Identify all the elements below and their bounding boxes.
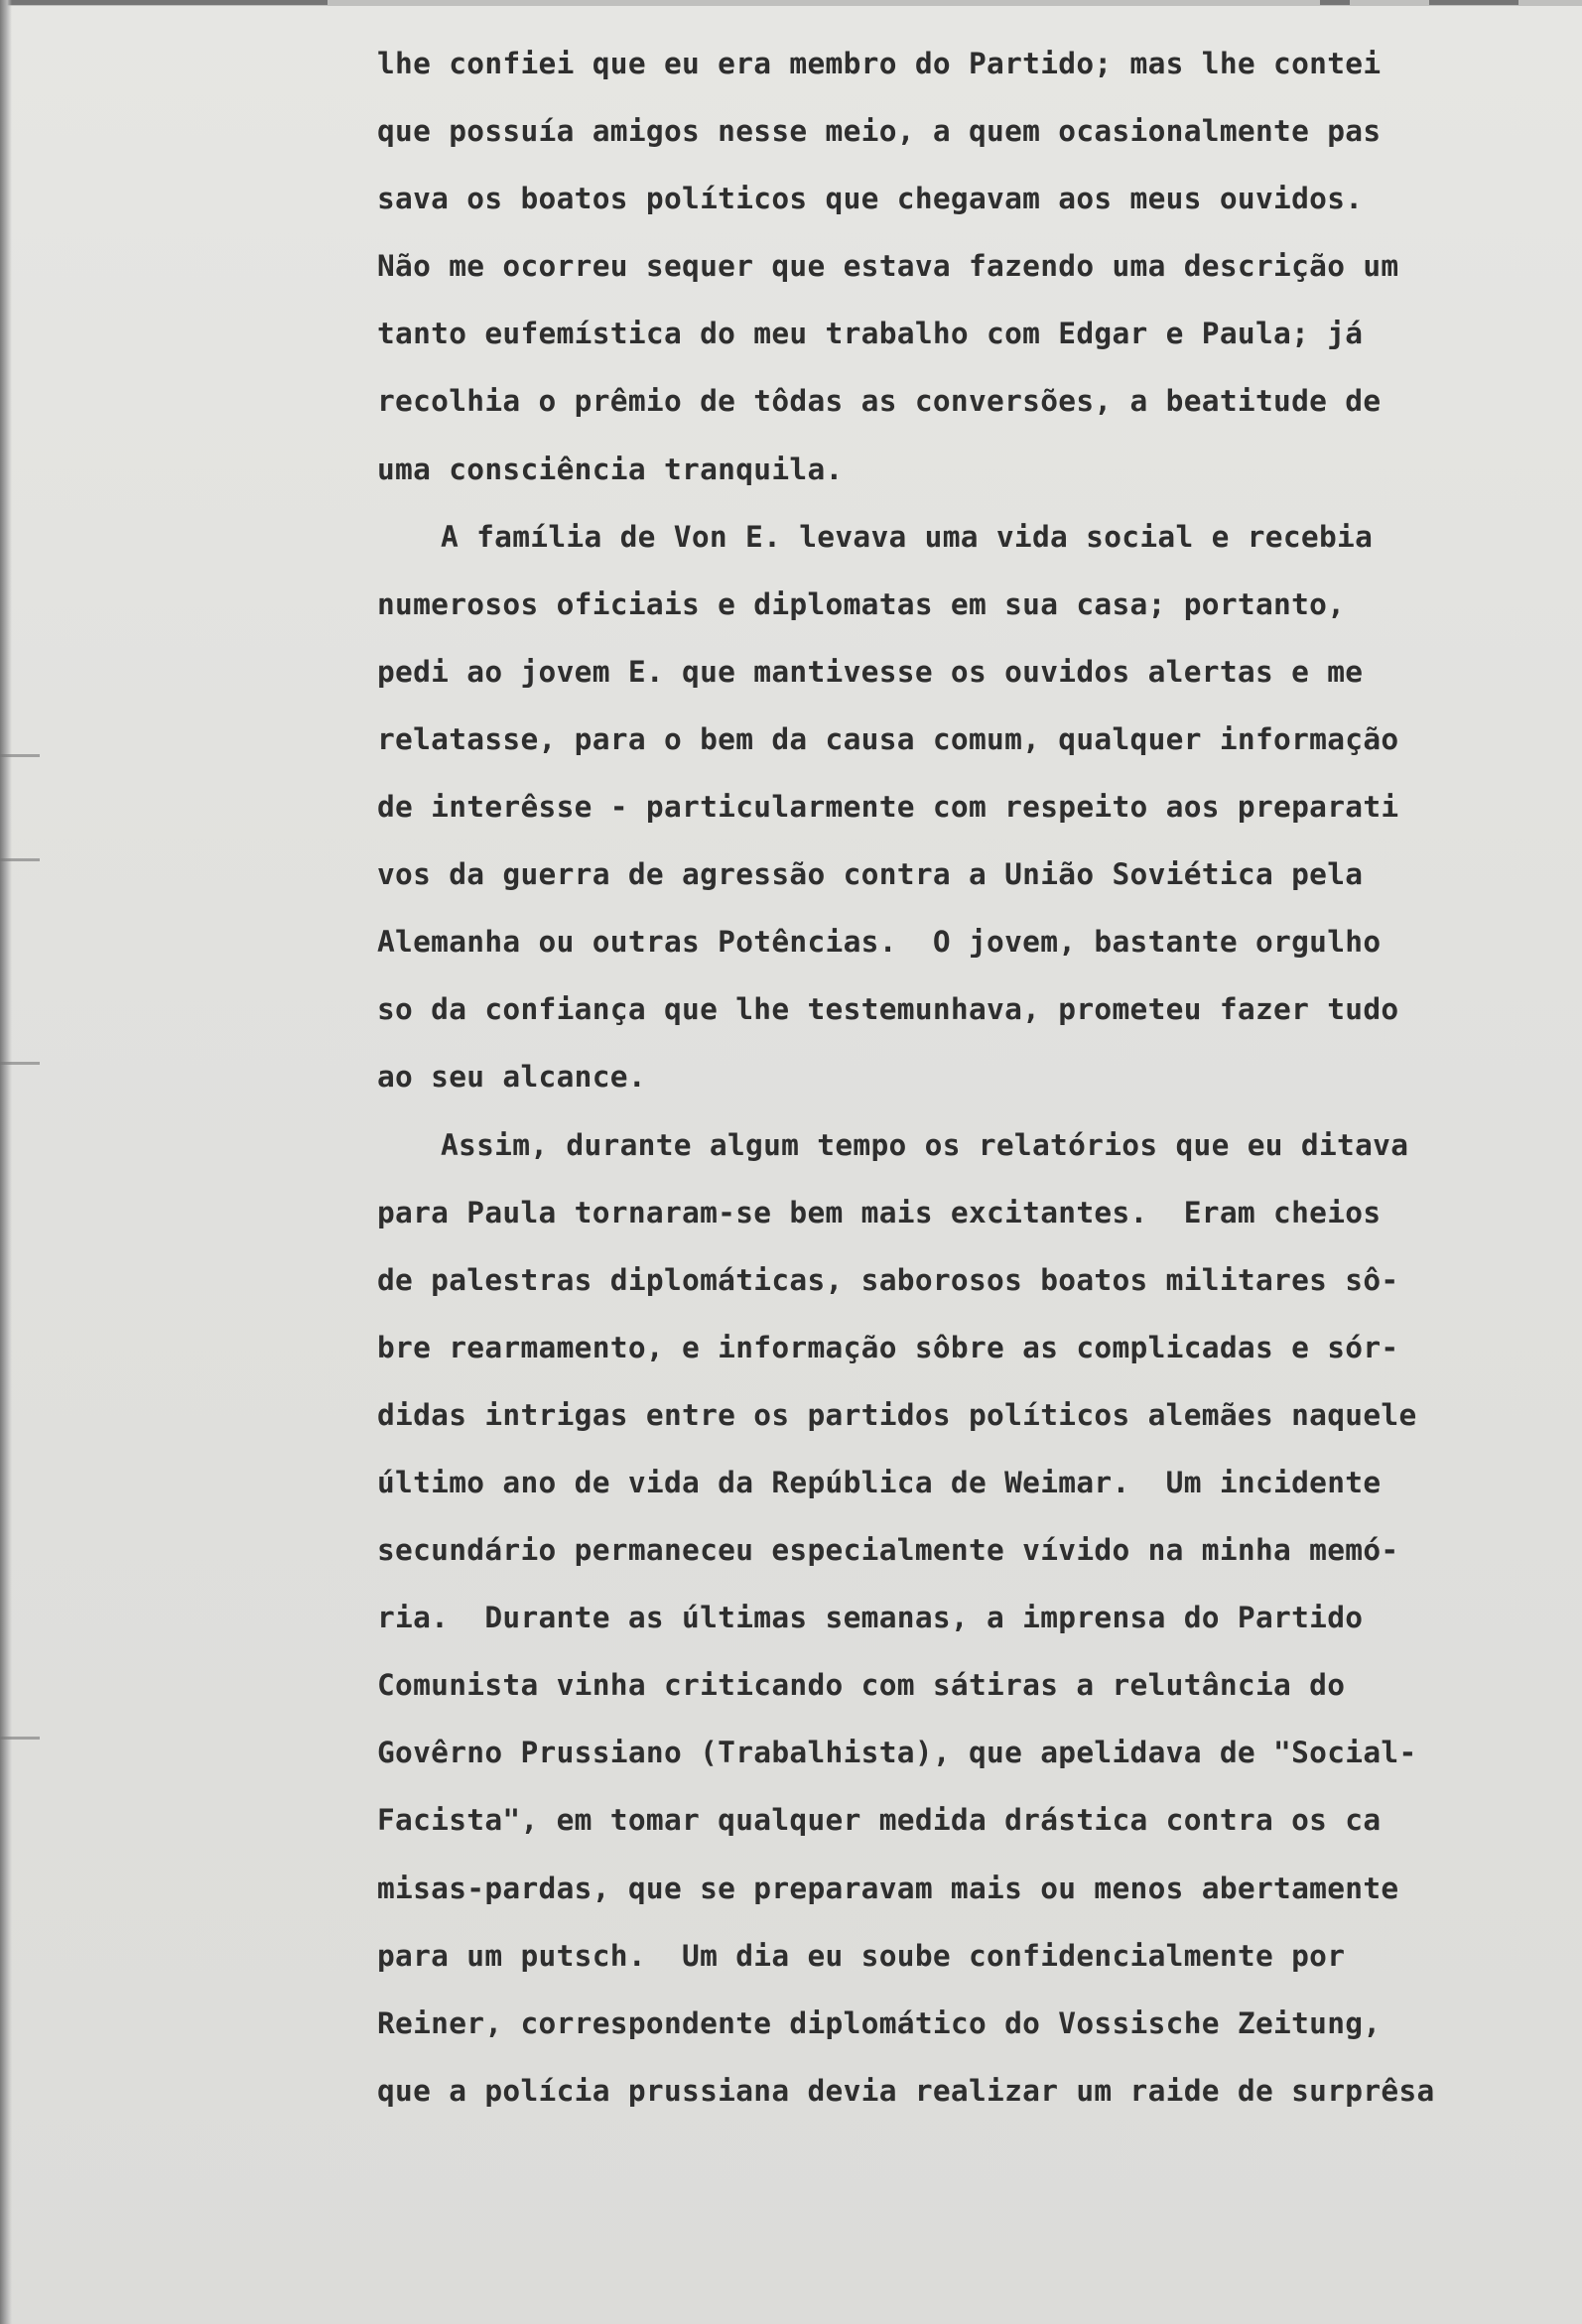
binding-mark <box>0 1737 40 1740</box>
text-line: misas-pardas, que se preparavam mais ou menos abertamente <box>377 1871 1399 1905</box>
top-edge-mark <box>0 0 328 5</box>
text-line: que a polícia prussiana devia realizar um raide de surprêsa <box>377 2073 1435 2108</box>
text-line: uma consciência tranquila. <box>377 452 844 486</box>
text-line: Assim, durante algum tempo os relatórios que eu ditava <box>441 1127 1409 1162</box>
binding-mark <box>0 754 40 757</box>
text-line: tanto eufemística do meu trabalho com Edgar e Paula; já <box>377 317 1364 351</box>
text-line: ria. Durante as últimas semanas, a imprensa do Partido <box>377 1601 1364 1635</box>
text-line: ao seu alcance. <box>377 1060 646 1095</box>
text-line: Reiner, correspondente diplomático do Vossische Zeitung, <box>377 2005 1382 2040</box>
text-line: Facista", em tomar qualquer medida drástica contra os ca <box>377 1803 1382 1838</box>
text-line: para Paula tornaram-se bem mais excitantes. Eram cheios <box>377 1195 1382 1229</box>
binding-mark <box>0 1062 40 1065</box>
text-line: recolhia o prêmio de tôdas as conversões, a beatitude de <box>377 384 1382 419</box>
text-line: so da confiança que lhe testemunhava, prometeu fazer tudo <box>377 992 1399 1027</box>
text-line: didas intrigas entre os partidos políticos alemães naquele <box>377 1397 1417 1432</box>
text-line: A família de Von E. levava uma vida social e recebia <box>441 519 1374 554</box>
text-line: que possuía amigos nesse meio, a quem ocasionalmente pas <box>377 114 1382 149</box>
text-line: Govêrno Prussiano (Trabalhista), que apelidava de "Social- <box>377 1736 1417 1770</box>
text-line: Comunista vinha criticando com sátiras a relutância do <box>377 1668 1346 1703</box>
text-line: pedi ao jovem E. que mantivesse os ouvidos alertas e me <box>377 654 1364 689</box>
text-line: numerosos oficiais e diplomatas em sua casa; portanto, <box>377 586 1346 621</box>
top-edge-mark <box>1429 0 1518 5</box>
text-line: de palestras diplomáticas, saborosos boatos militares sô- <box>377 1262 1399 1297</box>
text-line: relatasse, para o bem da causa comum, qualquer informação <box>377 721 1399 756</box>
typewritten-text <box>377 30 1548 2125</box>
text-line: último ano de vida da República de Weimar. Um incidente <box>377 1465 1382 1499</box>
binding-mark <box>0 858 40 861</box>
text-line: bre rearmamento, e informação sôbre as complicadas e sór- <box>377 1330 1399 1364</box>
text-line: para um putsch. Um dia eu soube confidencialmente por <box>377 1938 1346 1973</box>
text-line: lhe confiei que eu era membro do Partido; mas lhe contei <box>377 47 1382 80</box>
text-line: vos da guerra de agressão contra a União Soviética pela <box>377 857 1364 892</box>
text-line: sava os boatos políticos que chegavam aos meus ouvidos. <box>377 182 1364 216</box>
text-line: Alemanha ou outras Potências. O jovem, bastante orgulho <box>377 925 1382 960</box>
binding-edge <box>0 0 12 2324</box>
text-line: de interêsse - particularmente com respeito aos preparati <box>377 790 1399 825</box>
top-edge-mark <box>1320 0 1350 5</box>
text-line: Não me ocorreu sequer que estava fazendo uma descrição um <box>377 249 1399 284</box>
text-line: secundário permaneceu especialmente vívido na minha memó- <box>377 1533 1399 1568</box>
